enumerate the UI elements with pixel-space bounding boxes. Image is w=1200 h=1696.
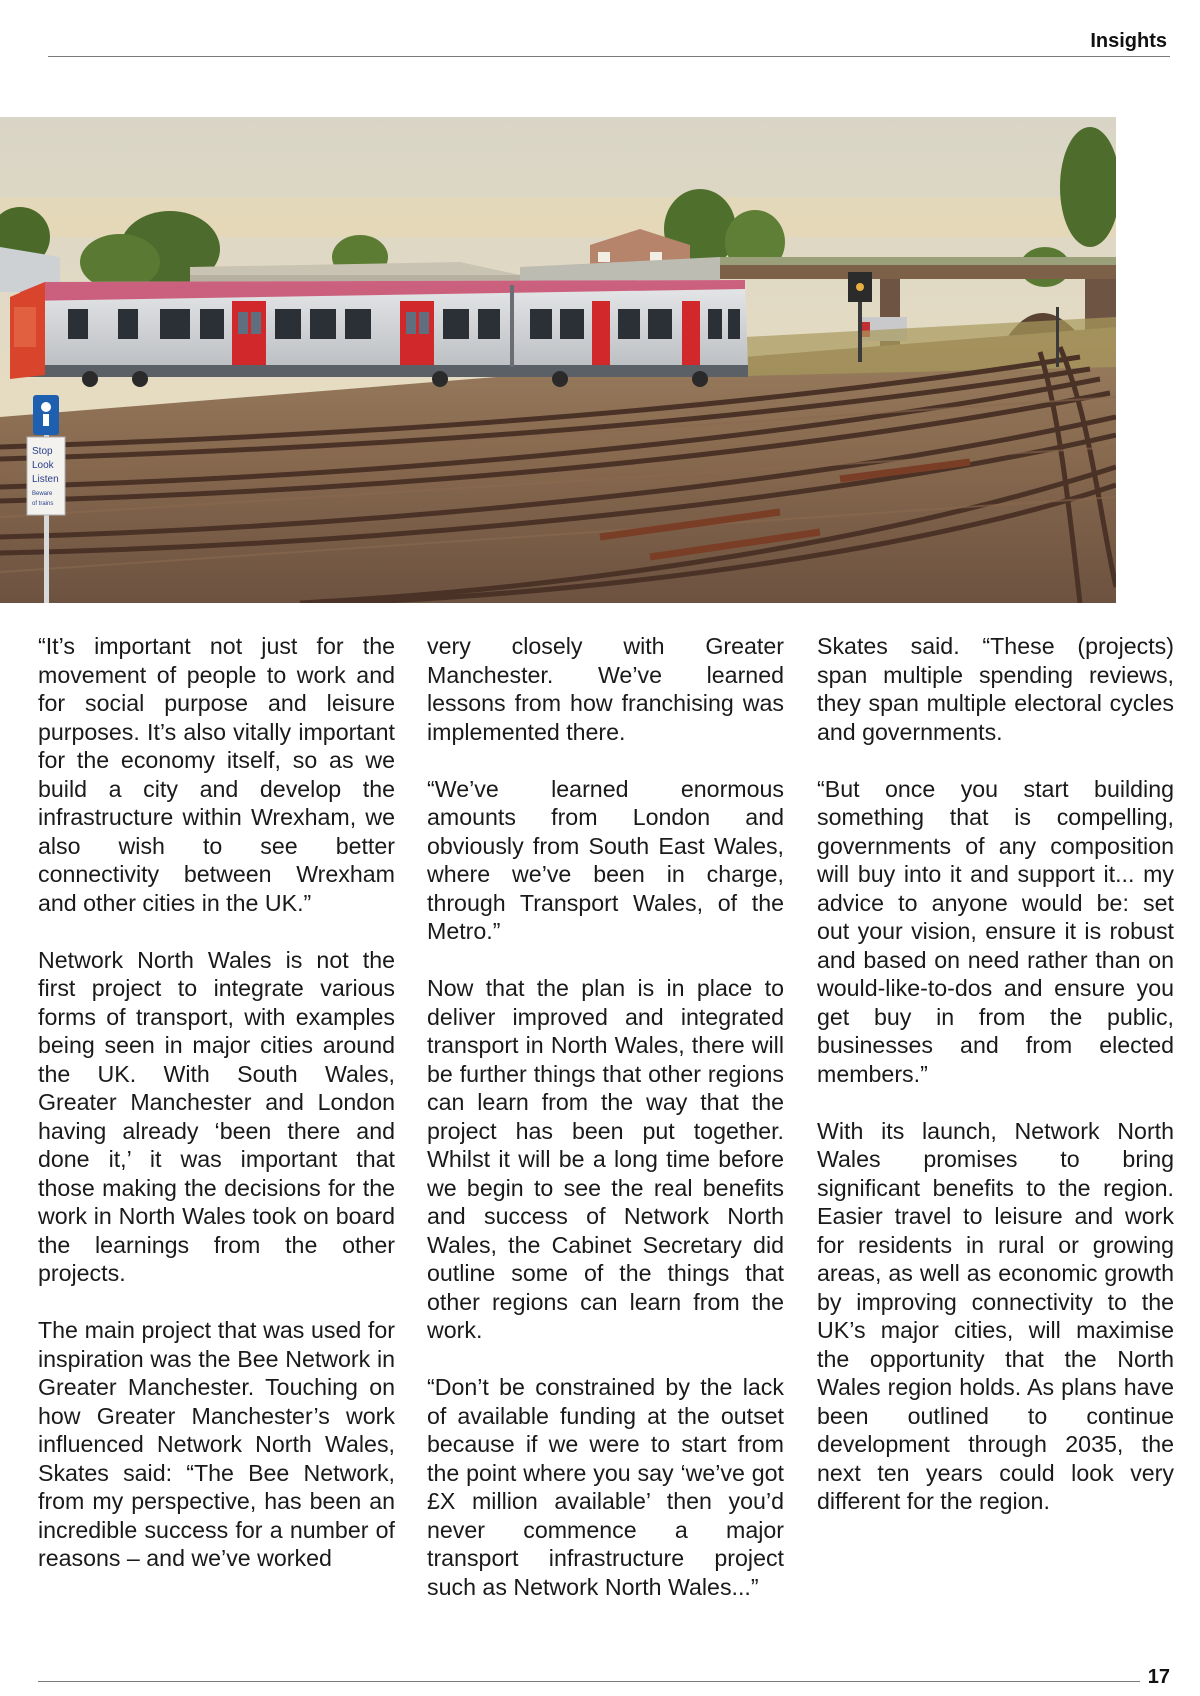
paragraph: very closely with Greater Manchester. We’ve learned lessons from how franchising was implemented there. bbox=[427, 633, 784, 745]
header-rule bbox=[48, 56, 1170, 57]
article-column-1 bbox=[38, 632, 395, 1601]
svg-text:of trains: of trains bbox=[32, 501, 54, 507]
svg-text:Beware: Beware bbox=[32, 491, 53, 497]
article-body bbox=[38, 632, 1174, 1600]
paragraph: “We’ve learned enormous amounts from London and obviously from South East Wales, where we’ve been in charge, through Transport Wales, of the Metro.” bbox=[427, 775, 784, 944]
footer-rule bbox=[38, 1681, 1140, 1682]
paragraph: Now that the plan is in place to deliver improved and integrated transport in North Wales, there will be further things that other regions can learn from the way that the project has been put together. Whilst it will be a long time before we begin to see the real benefits and success of Network North Wales, the Cabinet Secretary did outline some of the things that other regions can learn from the work. bbox=[427, 975, 784, 1343]
paragraph: “But once you start building something that is compelling, governments of any composition will buy into it and support it... my advice to anyone would be: set out your vision, ensure it is robust and based on need rather than on would-like-to-dos and ensure you get buy in from the public, businesses and from elected members.” bbox=[817, 775, 1174, 1087]
svg-text:Listen: Listen bbox=[32, 474, 59, 485]
paragraph: Skates said. “These (projects) span multiple spending reviews, they span multiple electoral cycles and governments. bbox=[817, 633, 1174, 745]
article-column-3 bbox=[817, 632, 1174, 1544]
svg-text:Look: Look bbox=[32, 460, 54, 471]
train-photo bbox=[0, 117, 1116, 603]
train-photo-illustration bbox=[0, 117, 1116, 603]
paragraph: “Don’t be constrained by the lack of available funding at the outset because if we were to start from the point where you say ‘we’ve got £X million available’ then you’d never commence a major transport infrastructure project such as Network North Wales...” bbox=[427, 1374, 784, 1600]
svg-text:Stop: Stop bbox=[32, 446, 53, 457]
page-number: 17 bbox=[1147, 1666, 1170, 1688]
section-label: Insights bbox=[1090, 30, 1167, 52]
paragraph: With its launch, Network North Wales promises to bring significant benefits to the region. Easier travel to leisure and work for residents in rural or growing areas, as well as economic growth by improving connectivity to the UK’s major cities, will maximise the opportunity that the North Wales region holds. As plans have been outlined to continue development through 2035, the next ten years could look very different for the region. bbox=[817, 1117, 1174, 1514]
article-column-2 bbox=[427, 632, 784, 1630]
paragraph: “It’s important not just for the movement of people to work and for social purpose and leisure purposes. It’s also vitally important for the economy itself, so as we build a city and develop the infrastructure within Wrexham, we also wish to see better connectivity between Wrexham and other cities in the UK.” bbox=[38, 633, 395, 916]
paragraph: The main project that was used for inspiration was the Bee Network in Greater Manchester. Touching on how Greater Manchester’s work influenced Network North Wales, Skates said: “The Bee Network, from my perspective, has been an incredible success for a number of reasons – and we’ve worked bbox=[38, 1317, 395, 1571]
paragraph: Network North Wales is not the first project to integrate various forms of transport, with examples being seen in major cities around the UK. With South Wales, Greater Manchester and London having already ‘been there and done it,’ it was important that those making the decisions for the work in North Wales took on board the learnings from the other projects. bbox=[38, 946, 395, 1286]
